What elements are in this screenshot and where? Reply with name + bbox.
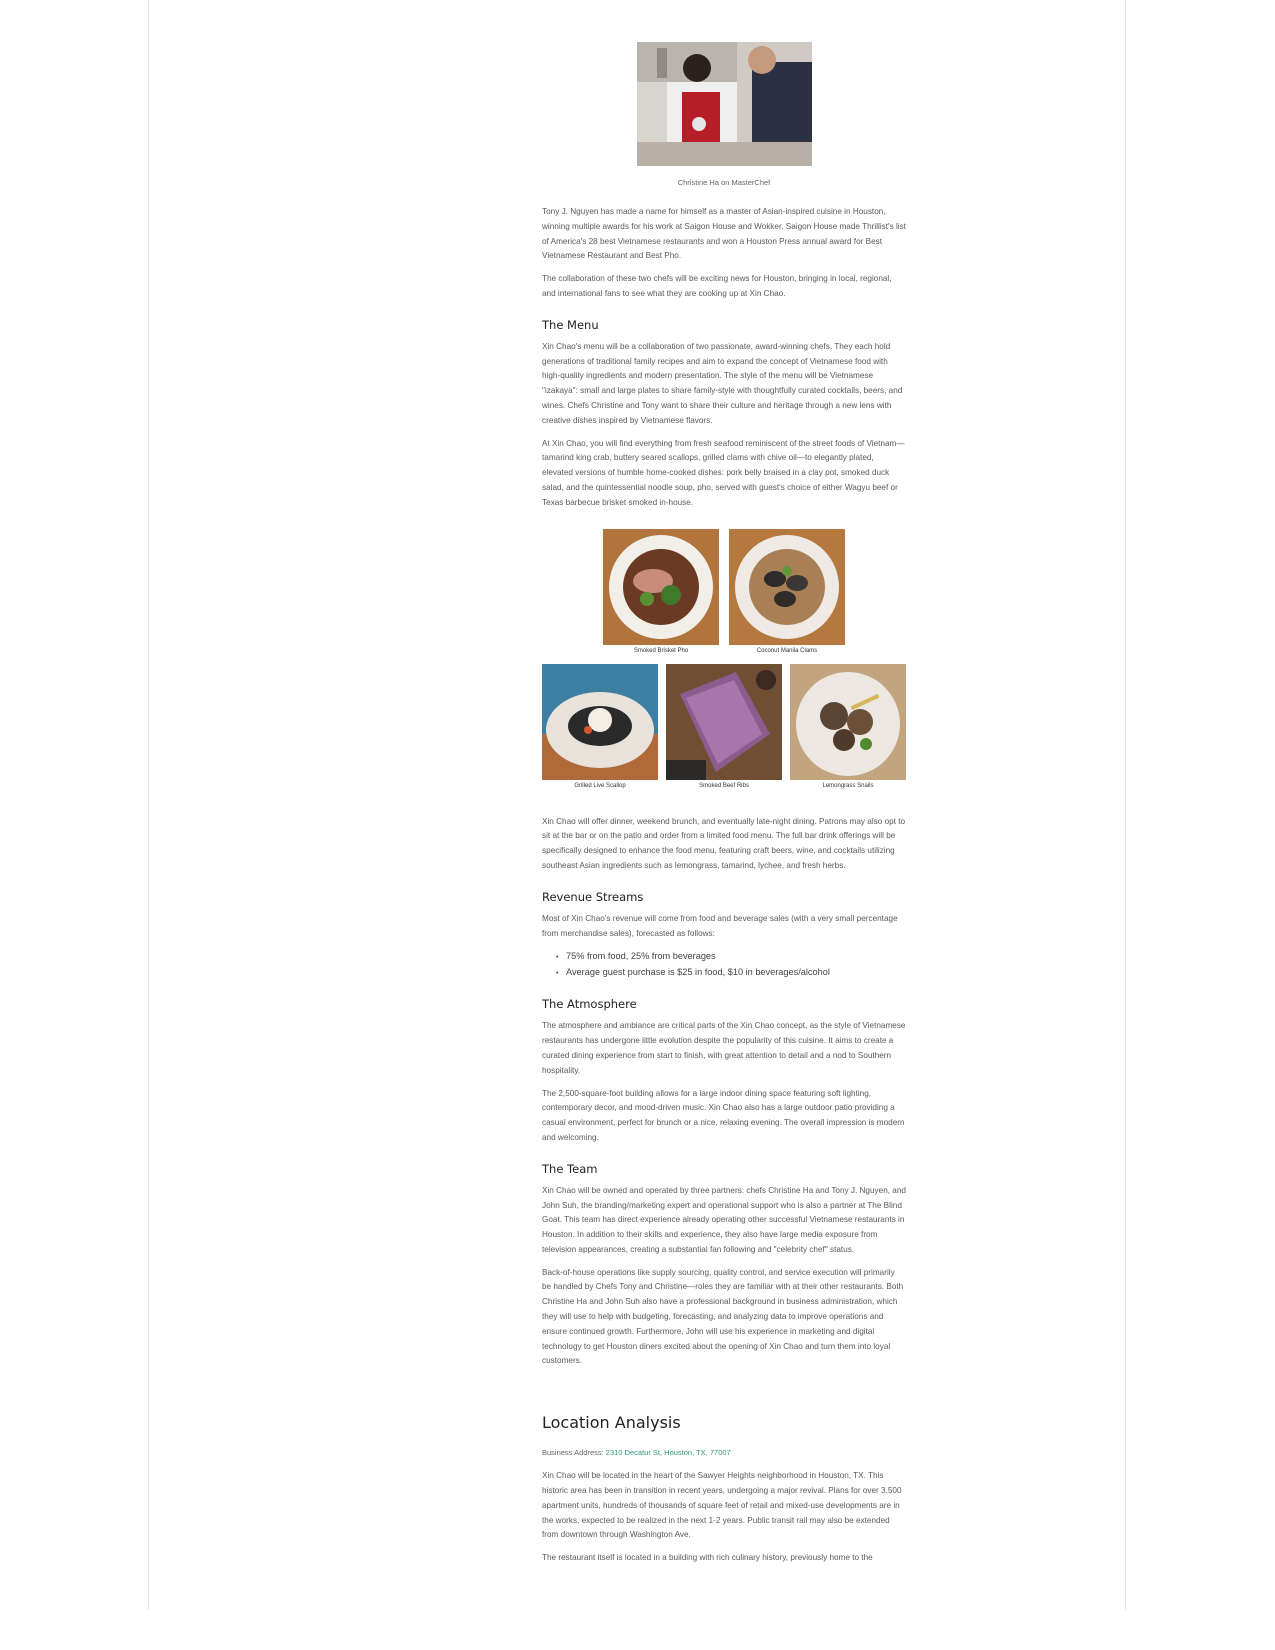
revenue-heading: Revenue Streams	[542, 889, 644, 904]
revenue-bullet-1: • 75% from food, 25% from beverages	[566, 949, 906, 965]
scallop-photo-image	[542, 664, 658, 780]
document-column	[542, 42, 906, 1574]
revenue-paragraph: Most of Xin Chao's revenue will come from food and beverage sales (with a very small percentage from merchandise sales), forecasted as follows:	[542, 913, 898, 938]
photo-lemongrass-snails	[790, 664, 906, 789]
caption-lemongrass-snails: Lemongrass Snails	[822, 782, 874, 789]
location-heading: Location Analysis	[542, 1413, 681, 1433]
business-address	[542, 1448, 906, 1457]
gallery-row-1	[542, 529, 906, 654]
team-heading: The Team	[542, 1161, 598, 1176]
food-gallery	[542, 529, 906, 789]
menu-paragraph-2: At Xin Chao, you will find everything from fresh seafood reminiscent of the street foods of Vietnam—tamarind king crab, buttery seared scallops, grilled clams with chive oil—to elegantly plated, elevated versions of humble home-cooked dishes: pork belly braised in a clay pot, smoked duck salad, and the quintessential noodle soup, pho, served with guest's choice of either Wagyu beef or Texas barbecue brisket smoked in-house.	[542, 438, 905, 507]
menu-heading: The Menu	[542, 317, 599, 332]
revenue-list	[542, 949, 906, 981]
photo-smoked-brisket-pho	[603, 529, 719, 654]
dining-paragraph: Xin Chao will offer dinner, weekend brunch, and eventually late-night dining. Patrons may also opt to sit at the bar or on the patio and order from a limited food menu. The full bar drink offerings will be specifically designed to enhance the food menu, featuring craft beers, wine, and cocktails utilizing southeast Asian ingredients such as lemongrass, tamarind, lychee, and fresh herbs.	[542, 816, 906, 870]
team-paragraph-2: Back-of-house operations like supply sourcing, quality control, and service execution will primarily be handled by Chefs Tony and Christine—roles they are familiar with at their other restaurants. Both Christine Ha and John Suh also have a professional background in business administration, which they will use to help with budgeting, forecasting, and analyzing data to improve operations and ensure continued growth. Furthermore, John will use his experience in marketing and digital technology to get Houston diners excited about the opening of Xin Chao and turn them into loyal customers.	[542, 1267, 904, 1366]
snails-photo-image	[790, 664, 906, 780]
menu-paragraph-1: Xin Chao's menu will be a collaboration of two passionate, award-winning chefs. They each hold generations of traditional family recipes and aim to expand the concept of Vietnamese food with high-quality ingredients and modern presentation. The style of the menu will be Vietnamese "izakaya": small and large plates to share family-style with thoughtfully curated cocktails, beers, and wines. Chefs Christine and Tony want to share their culture and heritage through a new lens with creative dishes inspired by Vietnamese flavors.	[542, 341, 903, 425]
intro-paragraph-1: Tony J. Nguyen has made a name for himself as a master of Asian-inspired cuisine in Houston, winning multiple awards for his work at Saigon House and Wokker. Saigon House made Thrillist's list of America's 28 best Vietnamese restaurants and won a Houston Press annual award for Best Vietnamese Restaurant and Best Pho.	[542, 207, 906, 261]
atmosphere-paragraph-2: The 2,500-square-foot building allows for a large indoor dining space featuring soft lighting, contemporary decor, and mood-driven music. Xin Chao also has a large outdoor patio providing a casual environment, perfect for brunch or a nice, relaxing evening. The overall impression is modern and welcoming.	[542, 1088, 905, 1142]
hero-photo-christine-ha	[637, 42, 812, 166]
caption-smoked-beef-ribs: Smoked Beef Ribs	[699, 782, 749, 789]
address-label: Business Address:	[542, 1448, 606, 1458]
pho-photo-image	[603, 529, 719, 645]
atmosphere-heading: The Atmosphere	[542, 997, 637, 1012]
caption-coconut-manila-clams: Coconut Manila Clams	[756, 647, 818, 654]
revenue-bullet-2: • Average guest purchase is $25 in food, $10 in beverages/alcohol	[566, 965, 906, 981]
photo-grilled-live-scallop	[542, 664, 658, 789]
ribs-photo-image	[666, 664, 782, 780]
team-paragraph-1: Xin Chao will be owned and operated by three partners: chefs Christine Ha and Tony J. Nguyen, and John Suh, the branding/marketing expert and operational support who is also a partner at The Blind Goat. This team has direct experience already operating other successful Vietnamese restaurants in Houston. In addition to their skills and experience, they also have large media exposure from television appearances, creating a substantial fan following and "celebrity chef" status.	[542, 1185, 906, 1254]
caption-smoked-brisket-pho: Smoked Brisket Pho	[633, 647, 689, 654]
clams-photo-image	[729, 529, 845, 645]
gallery-row-2	[542, 664, 906, 789]
photo-smoked-beef-ribs	[666, 664, 782, 789]
caption-grilled-live-scallop: Grilled Live Scallop	[574, 782, 626, 789]
photo-coconut-manila-clams	[729, 529, 845, 654]
location-paragraph-2: The restaurant itself is located in a building with rich culinary history, previously home to the	[542, 1553, 873, 1563]
location-paragraph-1: Xin Chao will be located in the heart of the Sawyer Heights neighborhood in Houston, TX. This historic area has been in transition in recent years, undergoing a major revival. Plans for over 3,500 apartment units, hundreds of thousands of square feet of retail and mixed-use developments are in the works, expected to be realized in the next 1-2 years. Public transit rail may also be extended from downtown through Washington Ave.	[542, 1471, 902, 1540]
atmosphere-paragraph-1: The atmosphere and ambiance are critical parts of the Xin Chao concept, as the style of Vietnamese restaurants has undergone little evolution despite the popularity of this cuisine. It aims to create a curated dining experience from start to finish, with great attention to detail and a nod to Southern hospitality.	[542, 1021, 906, 1075]
address-link[interactable]: 2310 Decatur St, Houston, TX, 77007	[605, 1448, 731, 1458]
intro-paragraph-2: The collaboration of these two chefs will be exciting news for Houston, bringing in local, regional, and international fans to see what they are cooking up at Xin Chao.	[542, 274, 892, 298]
hero-caption: Christine Ha on MasterChef	[677, 178, 771, 187]
